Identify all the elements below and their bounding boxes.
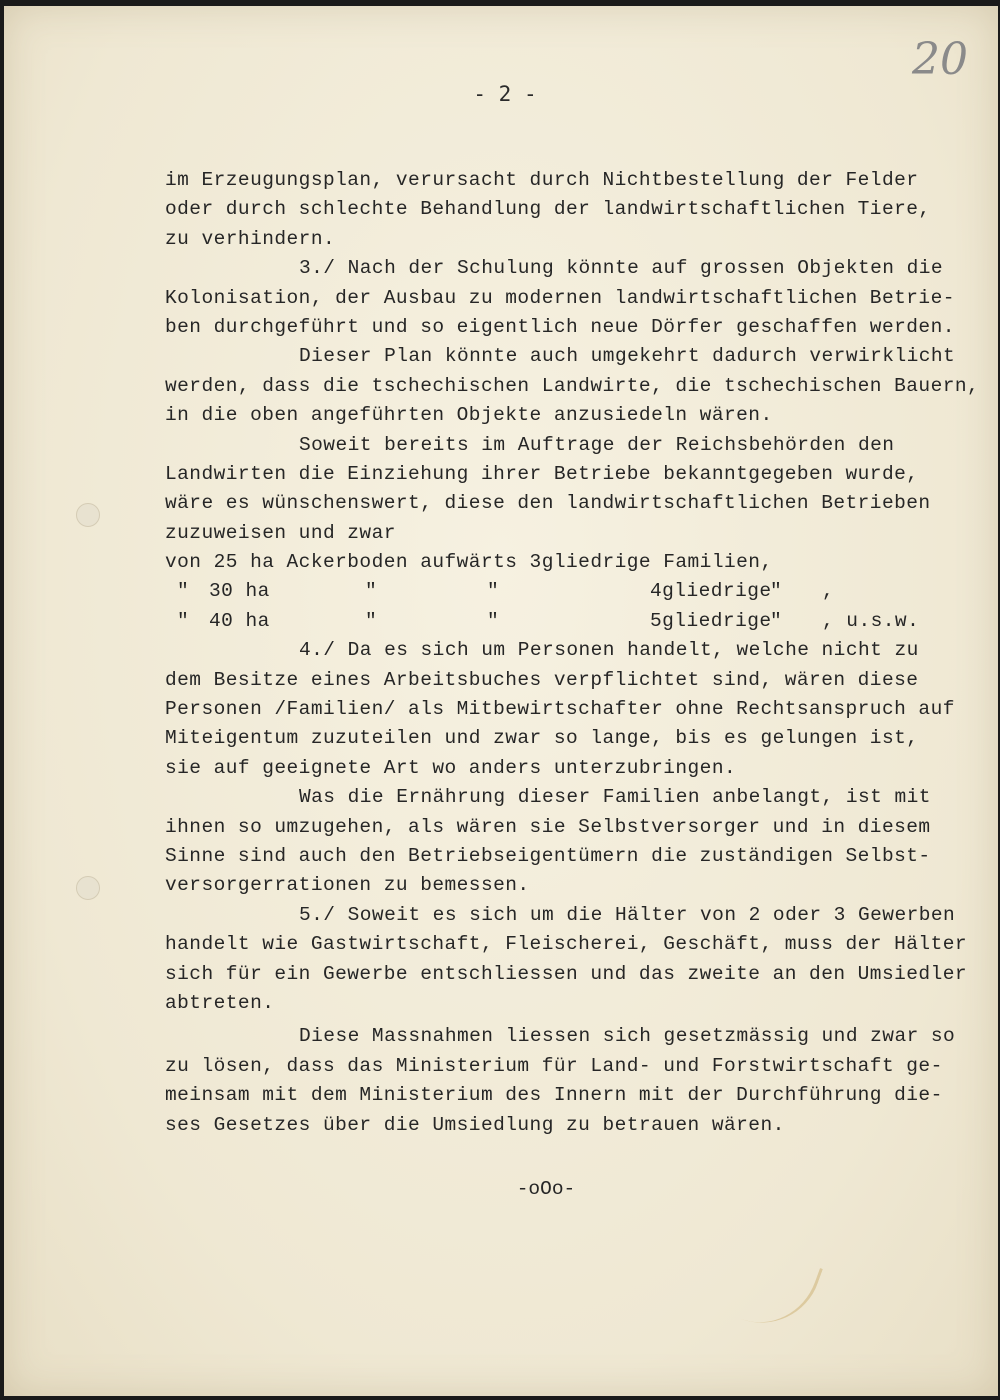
text-line: Miteigentum zuzuteilen und zwar so lange, bis es gelungen ist,	[165, 727, 919, 750]
text-line: wäre es wünschenswert, diese den landwirtschaftlichen Betrieben	[165, 492, 931, 515]
text-line: sich für ein Gewerbe entschliessen und das zweite an den Umsiedler	[165, 962, 968, 985]
punch-hole	[76, 876, 100, 900]
text-block-after-table	[165, 636, 975, 1140]
closing-mark: -oOo-	[516, 1178, 576, 1200]
text-line: dem Besitze eines Arbeitsbuches verpflichtet sind, wären diese	[165, 668, 919, 691]
text-line: in die oben angeführten Objekte anzusiedeln wären.	[165, 404, 773, 427]
table-cell-q2: "	[365, 609, 378, 632]
text-line: sie auf geeignete Art wo anders unterzubringen.	[165, 756, 737, 779]
text-line: abtreten.	[165, 991, 275, 1014]
table-cell-q2: "	[365, 580, 378, 603]
table-cell-q3: "	[487, 580, 500, 603]
table-cell-q1: "	[177, 609, 190, 632]
text-block-before-table	[165, 166, 980, 577]
text-line: ses Gesetzes über die Umsiedlung zu betrauen wären.	[165, 1113, 785, 1136]
text-line: versorgerrationen zu bemessen.	[165, 874, 530, 897]
text-line: 4./ Da es sich um Personen handelt, welche nicht zu	[299, 639, 919, 662]
folio-number: 20	[912, 34, 968, 85]
table-cell-area: 30 ha	[209, 580, 270, 603]
table-cell-q4: "	[770, 609, 783, 632]
text-line: ihnen so umzugehen, als wären sie Selbstversorger und in diesem	[165, 815, 931, 838]
text-line: ben durchgeführt und so eigentlich neue Dörfer geschaffen werden.	[165, 315, 955, 338]
page-number: - 2 -	[473, 82, 537, 106]
document-body	[165, 166, 980, 1140]
table-cell-area: 40 ha	[209, 609, 270, 632]
text-line: 5./ Soweit es sich um die Hälter von 2 oder 3 Gewerben	[299, 903, 956, 926]
table-cell-q4: "	[770, 580, 783, 603]
text-line: Personen /Familien/ als Mitbewirtschafter ohne Rechtsanspruch auf	[165, 698, 955, 721]
text-line: im Erzeugungsplan, verursacht durch Nichtbestellung der Felder	[165, 169, 919, 191]
allocation-table	[165, 577, 975, 636]
table-row	[165, 607, 975, 636]
table-cell-size: 5gliedrige	[650, 609, 772, 632]
text-line: handelt wie Gastwirtschaft, Fleischerei, Geschäft, muss der Hälter	[165, 933, 968, 956]
text-line: 3./ Nach der Schulung könnte auf grossen Objekten die	[299, 257, 944, 280]
text-line: zu verhindern.	[165, 227, 336, 250]
text-line: oder durch schlechte Behandlung der landwirtschaftlichen Tiere,	[165, 198, 931, 221]
table-cell-size: 4gliedrige	[650, 580, 772, 603]
text-line: werden, dass die tschechischen Landwirte, die tschechischen Bauern,	[165, 374, 980, 397]
text-line: zuzuweisen und zwar	[165, 521, 396, 544]
text-line: Kolonisation, der Ausbau zu modernen landwirtschaftlichen Betrie-	[165, 286, 955, 309]
punch-hole	[76, 503, 100, 527]
table-cell-q1: "	[177, 580, 190, 603]
paper-stain	[738, 1247, 823, 1339]
text-line: Was die Ernährung dieser Familien anbelangt, ist mit	[299, 786, 931, 809]
table-cell-q3: "	[487, 609, 500, 632]
table-cell-tail: ,	[822, 580, 835, 603]
text-line: zu lösen, dass das Ministerium für Land- und Forstwirtschaft ge-	[165, 1054, 943, 1077]
text-line: meinsam mit dem Ministerium des Innern mit der Durchführung die-	[165, 1084, 943, 1107]
text-line: Diese Massnahmen liessen sich gesetzmässig und zwar so	[299, 1025, 956, 1048]
table-cell-tail: , u.s.w.	[822, 609, 920, 632]
text-line: Landwirten die Einziehung ihrer Betriebe bekanntgegeben wurde,	[165, 462, 919, 485]
text-line: Soweit bereits im Auftrage der Reichsbehörden den	[299, 433, 895, 456]
text-line: Dieser Plan könnte auch umgekehrt dadurch verwirklicht	[299, 345, 956, 368]
text-line: von 25 ha Ackerboden aufwärts 3gliedrige Familien,	[165, 551, 773, 574]
text-line: Sinne sind auch den Betriebseigentümern die zuständigen Selbst-	[165, 844, 931, 867]
table-row	[165, 577, 975, 606]
